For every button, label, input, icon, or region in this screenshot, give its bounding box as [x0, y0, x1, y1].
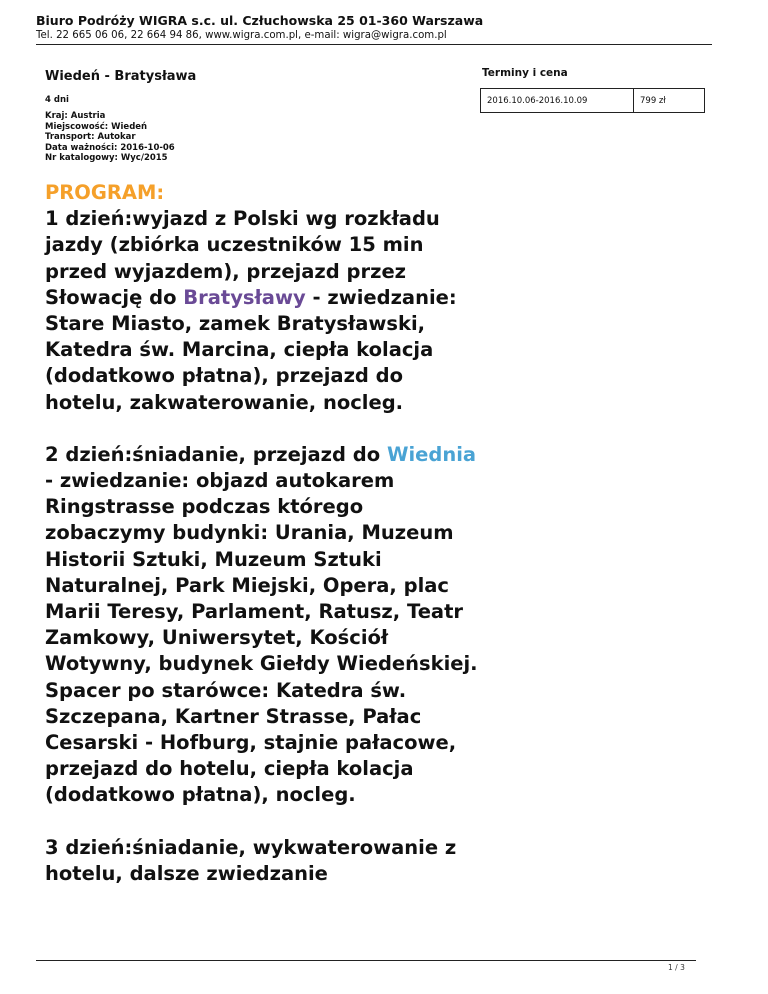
trip-title: Wiedeń - Bratysława: [45, 69, 197, 84]
day1-text-end: - zwiedzanie: Stare Miasto, zamek Bratysławski, Katedra św. Marcina, ciepła kolacja (dodatkowo płatna), przejazd do hotelu, zakwaterowanie, nocleg.: [45, 285, 457, 414]
bratyslawa-link[interactable]: Bratysławy: [183, 285, 306, 309]
company-contact: Tel. 22 665 06 06, 22 664 94 86, www.wigra.com.pl, e-mail: wigra@wigra.com.pl: [36, 30, 447, 41]
trip-duration: 4 dni: [45, 95, 69, 105]
terms-heading: Terminy i cena: [482, 67, 568, 79]
program-day-1: [45, 206, 485, 416]
program-heading: PROGRAM:: [45, 181, 165, 204]
trip-country: Kraj: Austria: [45, 111, 106, 121]
trip-city: Miejscowość: Wiedeń: [45, 121, 148, 132]
footer-divider: [36, 960, 696, 961]
trip-details: [45, 111, 175, 164]
document-header: [36, 12, 712, 42]
program-day-2: [45, 442, 485, 809]
page-number: 1 / 3: [668, 963, 685, 972]
wieden-link[interactable]: Wiednia: [386, 442, 477, 466]
program-section: [45, 180, 485, 887]
header-divider: [36, 44, 712, 45]
trip-catalog-number: Nr katalogowy: Wyc/2015: [45, 153, 168, 163]
day1-text-start: 1 dzień:wyjazd z Polski wg rozkładu jazdy (zbiórka uczestników 15 min przed wyjazdem), przejazd przez Słowację do: [45, 207, 440, 309]
terms-table: [480, 88, 705, 113]
program-day-3: 3 dzień:śniadanie, wykwaterowanie z hotelu, dalsze zwiedzanie: [45, 835, 457, 885]
company-name: Biuro Podróży WIGRA s.c. ul. Człuchowska 25 01-360 Warszawa: [36, 13, 484, 28]
term-price: 799 zł: [634, 89, 705, 113]
day2-text-start: 2 dzień:śniadanie, przejazd do: [45, 442, 387, 466]
trip-valid-until: Data ważności: 2016-10-06: [45, 142, 175, 153]
trip-transport: Transport: Autokar: [45, 132, 136, 142]
table-row: [481, 89, 705, 113]
term-dates: 2016.10.06-2016.10.09: [481, 89, 634, 113]
day2-text-end: - zwiedzanie: objazd autokarem Ringstrasse podczas którego zobaczymy budynki: Urania, Muzeum Historii Sztuki, Muzeum Sztuki Naturalnej, Park Miejski, Opera, plac Marii Teresy, Parlament, Ratusz, Teatr Zamkowy, Uniwersytet, Kościół Wotywny, budynek Giełdy Wiedeńskiej. Spacer po starówce: Katedra św. Szczepana, Kartner Strasse, Pałac Cesarski - Hofburg, stajnie pałacowe, przejazd do hotelu, ciepła kolacja (dodatkowo płatna), nocleg.: [45, 469, 478, 807]
